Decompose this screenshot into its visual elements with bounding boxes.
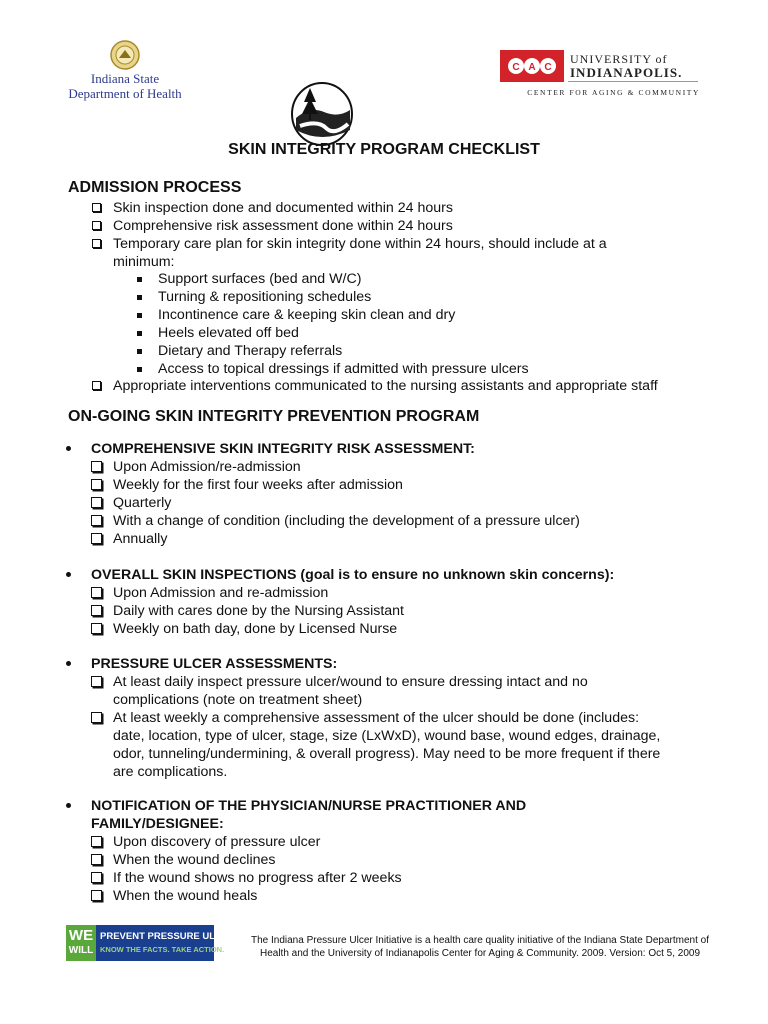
- checklist-item-continued: complications (note on treatment sheet): [113, 692, 363, 708]
- checkbox-icon: [91, 712, 102, 723]
- notification-heading: NOTIFICATION OF THE PHYSICIAN/NURSE PRACTITIONER AND: [91, 798, 527, 814]
- checklist-item: Upon Admission and re-admission: [113, 585, 329, 601]
- sub-item: Dietary and Therapy referrals: [158, 343, 343, 359]
- checkbox-icon: [91, 623, 102, 634]
- checklist-item-continued: minimum:: [113, 254, 175, 270]
- landscape-logo-icon: [290, 80, 354, 146]
- ongoing-heading: ON-GOING SKIN INTEGRITY PREVENTION PROGRAM: [68, 408, 480, 425]
- uindy-cac-logo: [500, 50, 700, 100]
- checkbox-icon: [91, 872, 102, 883]
- checkbox-icon: [92, 203, 101, 212]
- notification-heading-continued: FAMILY/DESIGNEE:: [91, 816, 224, 832]
- checkbox-icon: [91, 854, 102, 865]
- cac-badge: [500, 50, 564, 82]
- checklist-item-continued: date, location, type of ulcer, stage, size (LxWxD), wound base, wound edges, drainage,: [113, 728, 661, 744]
- sub-item: Heels elevated off bed: [158, 325, 299, 341]
- checkbox-icon: [91, 533, 102, 544]
- footer-note-line1: The Indiana Pressure Ulcer Initiative is a health care quality initiative of the Indiana State Department of: [250, 935, 710, 946]
- checklist-item: Upon discovery of pressure ulcer: [113, 834, 321, 850]
- square-bullet-icon: [137, 277, 142, 282]
- checkbox-icon: [91, 515, 102, 526]
- sub-item: Access to topical dressings if admitted with pressure ulcers: [158, 361, 529, 377]
- svg-text:C: C: [544, 62, 552, 73]
- uindy-name-line1: UNIVERSITY of: [570, 52, 668, 66]
- checklist-item-continued: are complications.: [113, 764, 228, 780]
- checkbox-icon: [91, 587, 102, 598]
- checkbox-icon: [91, 497, 102, 508]
- checkbox-icon: [91, 836, 102, 847]
- square-bullet-icon: [137, 313, 142, 318]
- uindy-name-line2: INDIANAPOLIS.: [570, 65, 683, 80]
- checklist-item: Comprehensive risk assessment done within 24 hours: [113, 218, 453, 234]
- bullet-icon: [66, 803, 71, 808]
- checklist-item: Quarterly: [113, 495, 172, 511]
- footer-note-line2: Health and the University of Indianapolis Center for Aging & Community. 2009. Version: Oct 5, 2009: [259, 948, 701, 959]
- isdh-logo: [66, 40, 184, 104]
- svg-text:C: C: [512, 62, 520, 73]
- checklist-item: Temporary care plan for skin integrity done within 24 hours, should include at a: [113, 236, 607, 252]
- checklist-item: With a change of condition (including the development of a pressure ulcer): [113, 513, 580, 529]
- badge-green-panel: [66, 925, 96, 961]
- badge-we: WE: [68, 927, 94, 944]
- checklist-item: Annually: [113, 531, 168, 547]
- page-title: SKIN INTEGRITY PROGRAM CHECKLIST: [228, 141, 540, 158]
- checkbox-icon: [91, 890, 102, 901]
- checkbox-icon: [91, 605, 102, 616]
- we-will-badge: [66, 925, 245, 961]
- sub-item: Support surfaces (bed and W/C): [158, 271, 362, 287]
- checklist-item: Skin inspection done and documented within 24 hours: [113, 200, 453, 216]
- svg-text:A: A: [528, 62, 536, 73]
- risk-heading: COMPREHENSIVE SKIN INTEGRITY RISK ASSESSMENT:: [91, 441, 475, 457]
- checklist-item: At least weekly a comprehensive assessment of the ulcer should be done (includes:: [113, 710, 640, 726]
- badge-slogan: PREVENT PRESSURE ULCERS.: [100, 931, 245, 942]
- divider: [568, 81, 698, 82]
- sub-item: Incontinence care & keeping skin clean and dry: [158, 307, 456, 323]
- checklist-item: Weekly on bath day, done by Licensed Nurse: [113, 621, 398, 637]
- checkbox-icon: [91, 676, 102, 687]
- bullet-icon: [66, 661, 71, 666]
- isdh-name-line1: Indiana State: [90, 71, 160, 86]
- sub-item: Turning & repositioning schedules: [158, 289, 372, 305]
- checklist-item: Upon Admission/re-admission: [113, 459, 301, 475]
- checkbox-icon: [92, 239, 101, 248]
- checklist-item: If the wound shows no progress after 2 weeks: [113, 870, 402, 886]
- checklist-item: When the wound heals: [113, 888, 258, 904]
- checkbox-icon: [91, 479, 102, 490]
- square-bullet-icon: [137, 295, 142, 300]
- state-seal-icon: [110, 40, 140, 70]
- checkbox-icon: [92, 381, 101, 390]
- checklist-item-continued: odor, tunneling/undermining, & overall progress). May need to be more frequent if there: [113, 746, 661, 762]
- admission-heading: ADMISSION PROCESS: [68, 179, 242, 196]
- square-bullet-icon: [137, 367, 142, 372]
- square-bullet-icon: [137, 331, 142, 336]
- badge-will: WILL: [68, 945, 94, 956]
- checklist-item: Appropriate interventions communicated to the nursing assistants and appropriate staff: [113, 378, 658, 394]
- checklist-item: Weekly for the first four weeks after admission: [113, 477, 403, 493]
- uindy-subtitle: CENTER FOR AGING & COMMUNITY: [527, 88, 700, 97]
- checklist-item: At least daily inspect pressure ulcer/wound to ensure dressing intact and no: [113, 674, 588, 690]
- ulcer-heading: PRESSURE ULCER ASSESSMENTS:: [91, 656, 338, 672]
- badge-tagline: KNOW THE FACTS. TAKE ACTION.: [100, 945, 225, 954]
- square-bullet-icon: [137, 349, 142, 354]
- checklist-item: When the wound declines: [113, 852, 276, 868]
- footer-note: [240, 934, 720, 960]
- checkbox-icon: [92, 221, 101, 230]
- checkbox-icon: [91, 461, 102, 472]
- bullet-icon: [66, 572, 71, 577]
- isdh-name-line2: Department of Health: [68, 86, 182, 101]
- checklist-item: Daily with cares done by the Nursing Assistant: [113, 603, 404, 619]
- bullet-icon: [66, 446, 71, 451]
- inspections-heading: OVERALL SKIN INSPECTIONS (goal is to ensure no unknown skin concerns):: [91, 567, 615, 583]
